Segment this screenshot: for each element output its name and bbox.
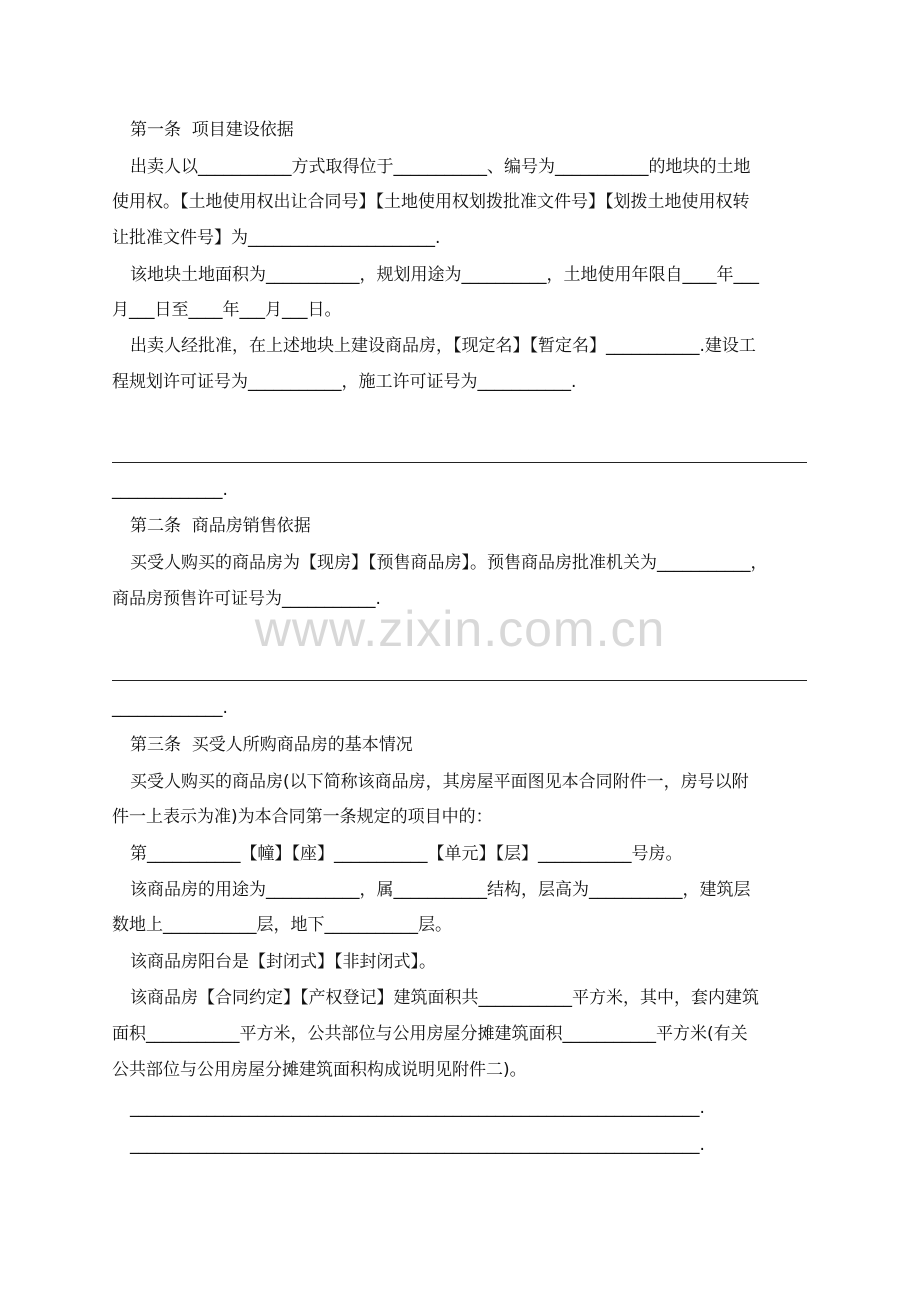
paragraph-line: 程规划许可证号为___________，施工许可证号为___________. <box>112 372 577 392</box>
paragraph-line: 出卖人经批准，在上述地块上建设商品房，【现定名】【暂定名】___________.建设工 <box>130 336 756 356</box>
blank-line: _____________. <box>112 480 228 500</box>
watermark: www.zixin.com.cn <box>254 601 666 657</box>
article-1-heading: 第一条 项目建设依据 <box>130 120 294 140</box>
paragraph-line: 件一上表示为准)为本合同第一条规定的项目中的： <box>112 807 493 827</box>
paragraph-line: 面积___________平方米，公共部位与公用房屋分摊建筑面积___________平方米(有关 <box>112 1024 748 1044</box>
blank-line: ___________________________________________________________________. <box>130 1098 705 1118</box>
paragraph-line: 让批准文件号】为______________________. <box>112 228 441 248</box>
paragraph-line: 该商品房【合同约定】【产权登记】建筑面积共___________平方米，其中，套内建筑 <box>130 988 759 1008</box>
paragraph-line: 该商品房的用途为___________，属___________结构，层高为___________，建筑层 <box>130 880 751 900</box>
paragraph-line: 公共部位与公用房屋分摊建筑面积构成说明见附件二)。 <box>112 1060 527 1080</box>
article-2-heading: 第二条 商品房销售依据 <box>130 516 311 536</box>
paragraph-line: 月___日至____年___月___日。 <box>112 300 342 320</box>
paragraph-line: 数地上___________层，地下___________层。 <box>112 915 452 935</box>
paragraph-line: 第___________【幢】【座】___________【单元】【层】___________号房。 <box>130 844 683 864</box>
blank-line: ___________________________________________________________________. <box>130 1135 705 1155</box>
paragraph-line: 出卖人以___________方式取得位于___________、编号为___________的地块的土地 <box>130 157 751 177</box>
paragraph-line: 买受人购买的商品房为【现房】【预售商品房】。预售商品房批准机关为___________， <box>130 553 768 573</box>
paragraph-line: 该商品房阳台是【封闭式】【非封闭式】。 <box>130 952 436 972</box>
paragraph-line: 使用权。【土地使用权出让合同号】【土地使用权划拨批准文件号】【划拨土地使用权转 <box>112 192 750 212</box>
article-3-heading: 第三条 买受人所购商品房的基本情况 <box>130 735 413 755</box>
paragraph-line: 买受人购买的商品房(以下简称该商品房，其房屋平面图见本合同附件一，房号以附 <box>130 772 749 792</box>
blank-rule <box>112 680 807 681</box>
blank-rule <box>112 462 807 463</box>
blank-line: _____________. <box>112 698 228 718</box>
paragraph-line: 商品房预售许可证号为___________. <box>112 589 381 609</box>
paragraph-line: 该地块土地面积为___________，规划用途为__________，土地使用年限自____年___ <box>130 265 759 285</box>
